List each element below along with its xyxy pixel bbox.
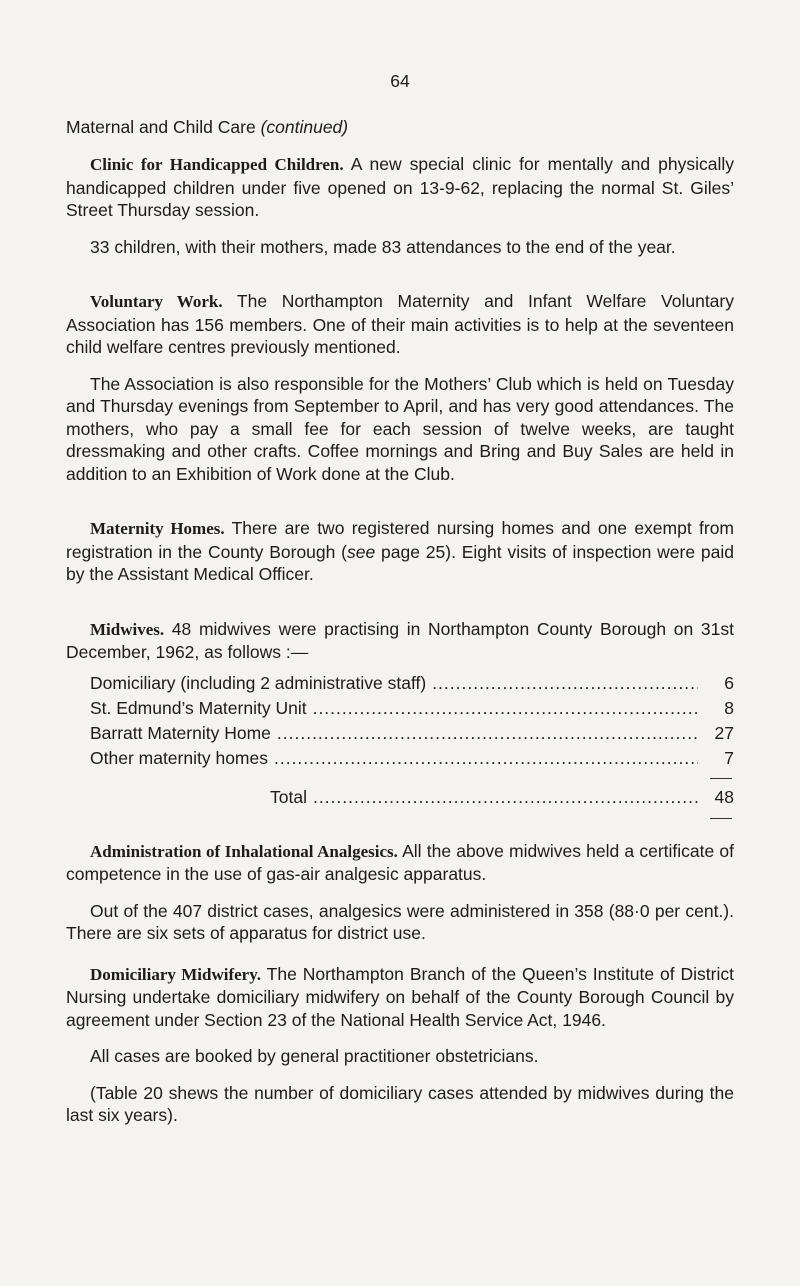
table-row [90, 722, 734, 747]
divider [710, 778, 732, 779]
row-value: 8 [724, 697, 734, 718]
page-number: 64 [390, 71, 410, 91]
row-value: 7 [724, 747, 734, 768]
midwives-text: 48 midwives were practising in Northampton County Borough on 31st December, 1962, as follows :— [66, 618, 734, 662]
midwives-paragraph [66, 618, 734, 664]
row-label: Barratt Maternity Home [90, 722, 271, 743]
domiciliary-paragraph-3: (Table 20 shews the number of domiciliary cases attended by midwives during the last six years). [66, 1082, 734, 1125]
maternity-homes-heading: Maternity Homes. [90, 519, 225, 538]
midwives-table [90, 672, 734, 826]
clinic-paragraph [66, 153, 734, 222]
row-label: Domiciliary (including 2 administrative staff) [90, 672, 427, 693]
voluntary-heading: Voluntary Work. [90, 292, 223, 311]
section-title-continued: (continued) [260, 116, 349, 137]
maternity-homes-text-a: There are two registered nursing homes and one exempt from registration in the County Borough ( [66, 518, 734, 562]
voluntary-paragraph [66, 290, 734, 359]
midwives-heading: Midwives. [90, 619, 165, 639]
table-row [90, 672, 734, 697]
clinic-text: A new special clinic for mentally and physically handicapped children under five opened on 13-9-62, replacing the normal St. Giles’ Street Thursday session. [66, 154, 734, 220]
analgesics-heading: Administration of Inhalational Analgesics. [90, 841, 398, 861]
total-label: Total [270, 786, 307, 807]
row-value: 6 [724, 672, 734, 693]
row-value: 27 [714, 722, 734, 743]
analgesics-paragraph-2: Out of the 407 district cases, analgesics were administered in 358 (88·0 per cent.). There are six sets of apparatus for district use. [66, 900, 734, 943]
domiciliary-paragraph-2: All cases are booked by general practitioner obstetricians. [90, 1046, 539, 1066]
clinic-paragraph-2: 33 children, with their mothers, made 83 attendances to the end of the year. [90, 236, 676, 257]
row-label: Other maternity homes [90, 747, 268, 768]
section-title [66, 116, 734, 139]
analgesics-text: All the above midwives held a certificate of competence in the use of gas-air analgesic apparatus. [66, 840, 734, 884]
sum-rule-top [90, 772, 734, 786]
leader-dots [432, 672, 698, 695]
clinic-heading: Clinic for Handicapped Children. [90, 155, 344, 174]
divider [710, 818, 732, 819]
maternity-homes-text-b: page 25). Eight visits of inspection were paid by the Assistant Medical Officer. [66, 541, 734, 584]
section-title-main: Maternal and Child Care [66, 116, 256, 137]
row-label: St. Edmund’s Maternity Unit [90, 697, 307, 718]
analgesics-paragraph [66, 840, 734, 886]
table-row [90, 747, 734, 772]
domiciliary-heading: Domiciliary Midwifery. [90, 964, 262, 984]
total-value: 48 [714, 786, 734, 807]
leader-dots [274, 747, 698, 770]
see-reference: see [347, 541, 376, 562]
voluntary-paragraph-2: The Association is also responsible for the Mothers’ Club which is held on Tuesday and Thursday evenings from September to April, and has very good attendances. The mothers, who pay a small fee for each session of twelve weeks, are taught dressmaking and other crafts. Coffee mornings and Bring and Buy Sales are held in addition to an Exhibition of Work done at the Club. [66, 373, 734, 484]
leader-dots [313, 786, 698, 809]
domiciliary-paragraph [66, 963, 734, 1032]
leader-dots [277, 722, 698, 745]
total-row [270, 786, 734, 812]
voluntary-text: The Northampton Maternity and Infant Welfare Voluntary Association has 156 members. One of their main activities is to help at the seventeen child welfare centres previously mentioned. [66, 291, 734, 357]
sum-rule-bottom [90, 812, 734, 826]
document-page [66, 70, 734, 1141]
table-row [90, 697, 734, 722]
maternity-homes-paragraph [66, 517, 734, 586]
domiciliary-text: The Northampton Branch of the Queen’s Institute of District Nursing undertake domiciliary midwifery on behalf of the County Borough Council by agreement under Section 23 of the National Health Service Act, 1946. [66, 963, 734, 1030]
leader-dots [313, 697, 698, 720]
